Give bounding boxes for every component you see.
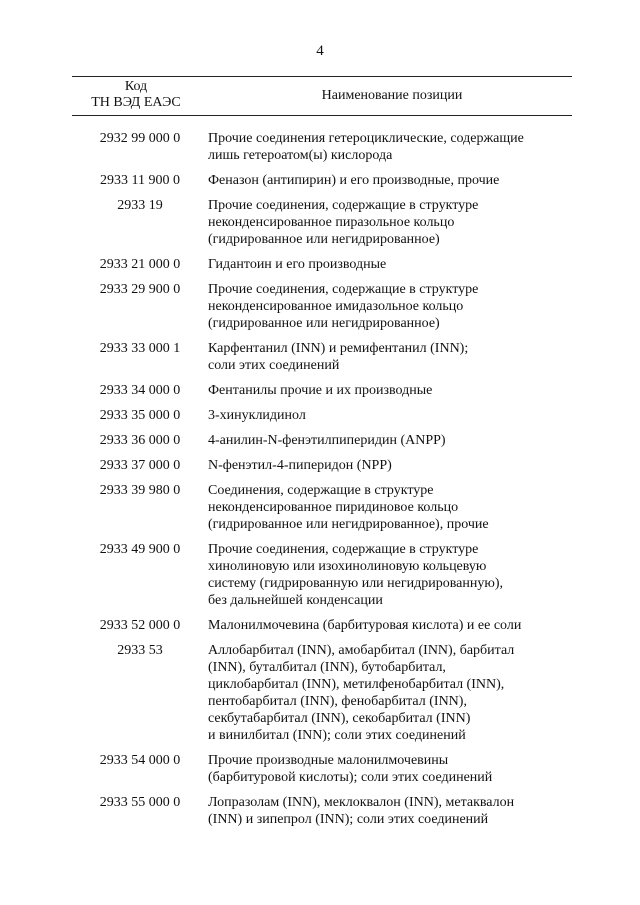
description-line: Лопразолам (INN), меклоквалон (INN), метаквалон [208,795,515,810]
table-row [72,457,572,474]
page-number: 4 [316,43,324,59]
table-body [72,130,572,836]
header-code-line2: ТН ВЭД ЕАЭС [91,95,181,110]
description-line: систему (гидрированную или негидрированную), [208,576,503,591]
table-header [72,76,572,116]
description-line: 4-анилин-N-фенэтилпиперидин (ANPP) [208,433,446,448]
row-description [208,382,572,399]
description-line: (INN), буталбитал (INN), бутобарбитал, [208,660,446,675]
row-code: 2933 36 000 0 [99,433,181,448]
row-code: 2933 35 000 0 [99,408,181,423]
description-line: неконденсированное имидазольное кольцо [208,299,464,314]
description-line: N-фенэтил-4-пиперидон (NPP) [208,458,392,473]
description-line: Малонилмочевина (барбитуровая кислота) и ее соли [208,618,522,633]
row-code: 2933 34 000 0 [99,383,181,398]
description-line: Прочие производные малонилмочевины [208,753,449,768]
description-line: Прочие соединения, содержащие в структуре [208,198,479,213]
description-line: неконденсированное пиридиновое кольцо [208,500,459,515]
row-code: 2932 99 000 0 [99,131,181,146]
row-code: 2933 39 980 0 [99,483,181,498]
table-row [72,407,572,424]
description-line: Фентанилы прочие и их производные [208,383,433,398]
row-description [208,541,572,609]
description-line: Прочие соединения гетероциклические, содержащие [208,131,524,146]
table-row [72,541,572,609]
description-line: Карфентанил (INN) и ремифентанил (INN); [208,341,469,356]
table-row [72,130,572,164]
header-name-column: Наименование позиции [321,88,463,103]
row-description [208,752,572,786]
header-code-line1: Код [124,79,148,94]
table-row [72,172,572,189]
row-code: 2933 37 000 0 [99,458,181,473]
table-row [72,642,572,744]
table-row [72,281,572,332]
description-line: лишь гетероатом(ы) кислорода [208,148,393,163]
description-line: Гидантоин и его производные [208,257,387,272]
row-description [208,794,572,828]
description-line: соли этих соединений [208,358,340,373]
description-line: и винилбитал (INN); соли этих соединений [208,728,466,743]
row-description [208,457,572,474]
row-description [208,340,572,374]
table-row [72,794,572,828]
row-description [208,642,572,744]
table-row [72,340,572,374]
description-line: (INN) и зипепрол (INN); соли этих соединений [208,812,489,827]
row-code: 2933 54 000 0 [99,753,181,768]
row-description [208,172,572,189]
row-code: 2933 49 900 0 [99,542,181,557]
row-code: 2933 19 [117,198,163,213]
description-line: пентобарбитал (INN), фенобарбитал (INN), [208,694,467,709]
row-code: 2933 52 000 0 [99,618,181,633]
table-row [72,752,572,786]
description-line: 3-хинуклидинол [208,408,306,423]
row-code: 2933 21 000 0 [99,257,181,272]
description-line: Аллобарбитал (INN), амобарбитал (INN), барбитал [208,643,515,658]
row-description [208,482,572,533]
description-line: (гидрированное или негидрированное), прочие [208,517,489,532]
description-line: Феназон (антипирин) и его производные, прочие [208,173,500,188]
table-row [72,482,572,533]
row-description [208,256,572,273]
row-code: 2933 55 000 0 [99,795,181,810]
table-row [72,382,572,399]
row-code: 2933 11 900 0 [100,173,180,188]
row-description [208,281,572,332]
description-line: циклобарбитал (INN), метилфенобарбитал (INN), [208,677,505,692]
description-line: (гидрированное или негидрированное) [208,232,440,247]
row-code: 2933 33 000 1 [99,341,181,356]
description-line: Соединения, содержащие в структуре [208,483,434,498]
description-line: (гидрированное или негидрированное) [208,316,440,331]
description-line: без дальнейшей конденсации [208,593,383,608]
table-row [72,617,572,634]
row-description [208,432,572,449]
row-description [208,197,572,248]
row-description [208,407,572,424]
table-row [72,432,572,449]
row-code: 2933 29 900 0 [99,282,181,297]
header-code-column [72,79,200,111]
description-line: секбутабарбитал (INN), секобарбитал (INN) [208,711,471,726]
description-line: неконденсированное пиразольное кольцо [208,215,455,230]
row-code: 2933 53 [117,643,163,658]
row-description [208,617,572,634]
table-row [72,256,572,273]
description-line: Прочие соединения, содержащие в структуре [208,542,479,557]
description-line: (барбитуровой кислоты); соли этих соединений [208,770,493,785]
row-description [208,130,572,164]
description-line: хинолиновую или изохинолиновую кольцевую [208,559,487,574]
table-row [72,197,572,248]
description-line: Прочие соединения, содержащие в структуре [208,282,479,297]
